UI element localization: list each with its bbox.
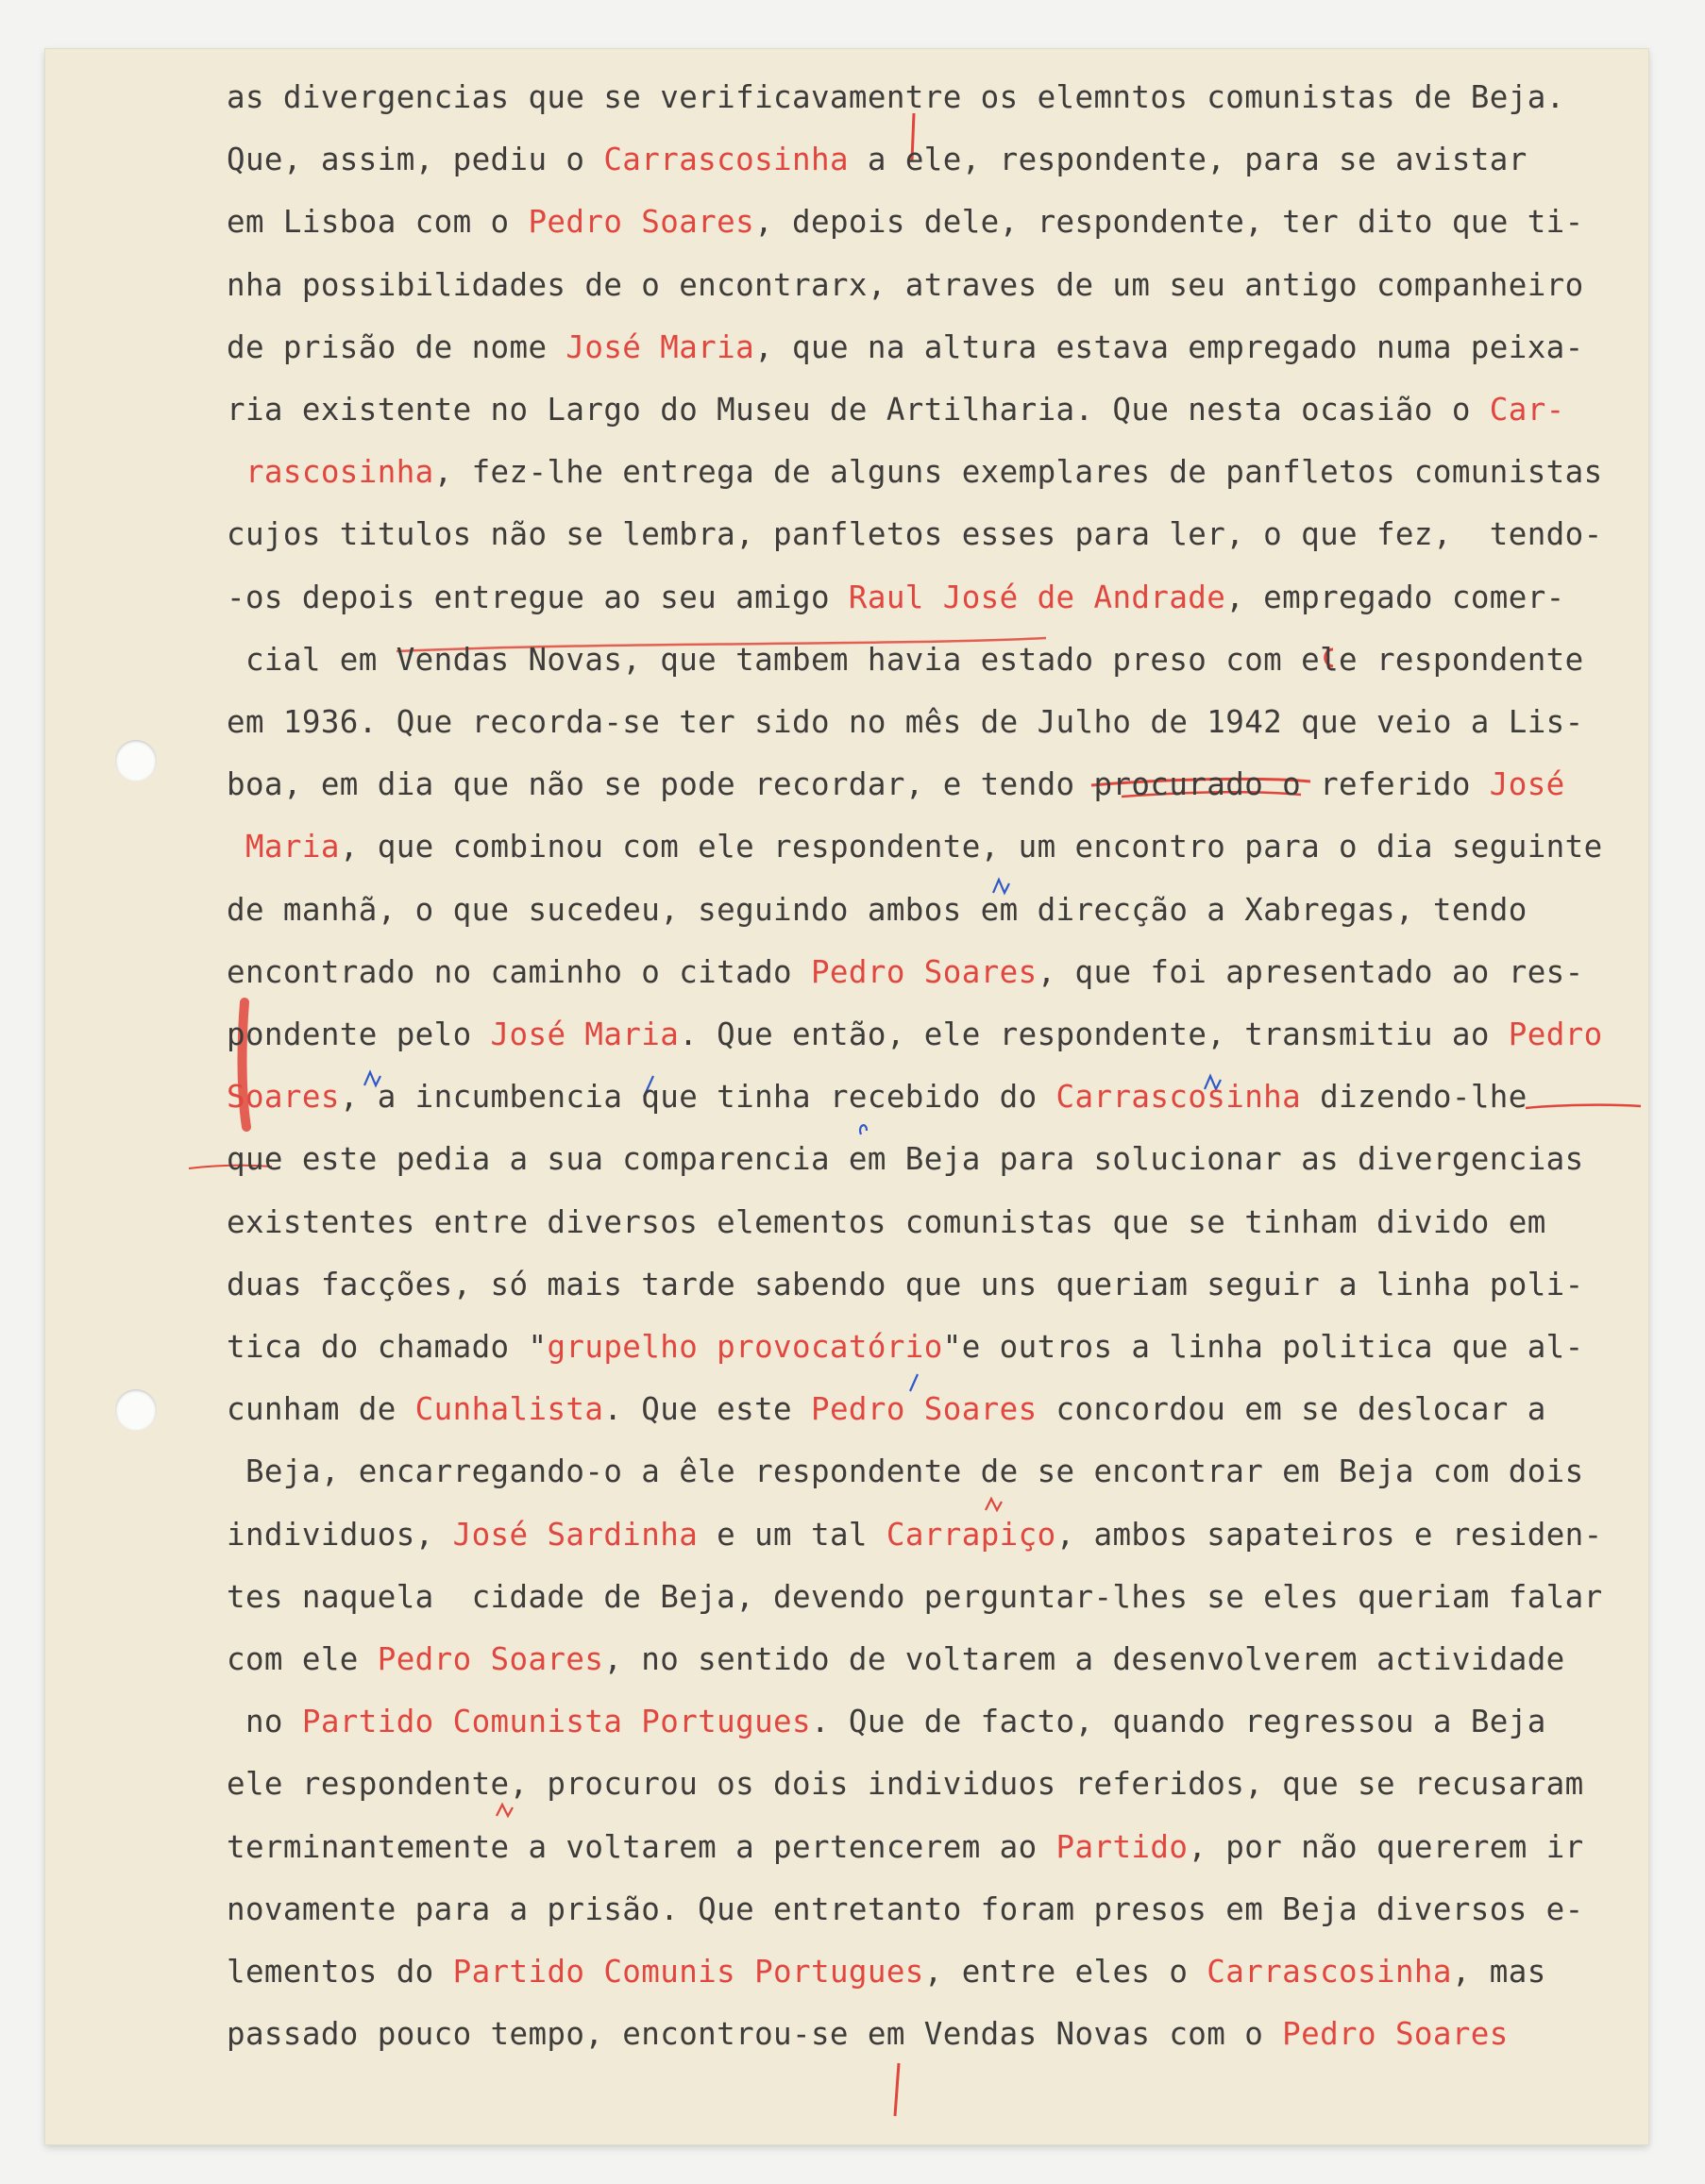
highlighted-name: Pedro Soares [810, 953, 1038, 990]
text-run: , no sentido de voltarem a desenvolverem actividade [603, 1641, 1565, 1677]
text-run: passado pouco tempo, encontrou-se em Vendas Novas com o [227, 2016, 1283, 2053]
text-run: -os depois entregue ao seu amigo [227, 579, 849, 615]
text-run: nha possibilidades de o encontrarx, atraves de um seu antigo companheiro [227, 266, 1584, 303]
underline-pedro [1526, 1105, 1641, 1108]
red-correction-2 [497, 1805, 513, 1816]
text-run: , entre eles o [923, 1954, 1207, 1990]
text-run: com ele [227, 1641, 378, 1677]
text-run: concordou em se deslocar a [1037, 1391, 1546, 1428]
text-run: , mas [1451, 1954, 1546, 1990]
text-run: de prisão de nome [227, 328, 566, 365]
blue-correction-5 [910, 1374, 918, 1391]
highlighted-name: Carrascosinha [603, 142, 849, 178]
text-run: Beja, encarregando-o a êle respondente de se encontrar em Beja com dois [227, 1453, 1584, 1490]
text-run: ele respondente, procurou os dois individuos referidos, que se recusaram [227, 1766, 1584, 1803]
text-line [227, 829, 1603, 865]
text-run: cunham de [227, 1391, 415, 1428]
highlighted-name: José [1489, 766, 1565, 803]
text-line [227, 454, 1603, 490]
highlighted-name: Partido Comunista Portugues [301, 1704, 811, 1740]
highlighted-name: Maria [245, 829, 340, 865]
text-line [227, 267, 1584, 303]
highlighted-name: rascosinha [245, 454, 434, 491]
text-run: a ele, respondente, para se avistar [848, 142, 1528, 178]
text-run: , depois dele, respondente, ter dito que ti- [754, 204, 1584, 241]
text-line [227, 1954, 1546, 1990]
text-line [227, 704, 1584, 740]
text-line [227, 1329, 1584, 1365]
text-line [227, 329, 1584, 365]
highlighted-name: Carrascosinha [1055, 1079, 1302, 1116]
text-run: encontrado no caminho o citado [227, 953, 811, 990]
text-run: , ambos sapateiros e residen- [1055, 1516, 1603, 1553]
text-line [227, 642, 1584, 678]
highlighted-name: grupelho provocatório [547, 1329, 943, 1365]
text-run: , que na altura estava empregado numa peixa- [754, 328, 1584, 365]
text-run: pondente pelo [227, 1016, 491, 1052]
text-line [227, 204, 1584, 240]
text-line [227, 954, 1584, 990]
text-line [227, 1829, 1584, 1865]
highlighted-name: Pedro Soares [810, 1391, 1038, 1428]
text-run: e um tal [698, 1516, 886, 1553]
text-line [227, 79, 1565, 115]
text-line [227, 1579, 1603, 1615]
highlighted-name: Car- [1489, 392, 1565, 428]
text-line [227, 2016, 1509, 2052]
text-line [227, 1891, 1584, 1927]
text-run: . Que de facto, quando regressou a Beja [810, 1704, 1546, 1740]
text-run: individuos, [227, 1516, 453, 1553]
text-run: em 1936. Que recorda-se ter sido no mês de Julho de 1942 que veio a Lis- [227, 704, 1584, 740]
text-run: , que foi apresentado ao res- [1037, 953, 1584, 990]
highlighted-name: Pedro Soares [377, 1641, 604, 1677]
text-line [227, 766, 1565, 802]
highlighted-name: Partido Comunis Portugues [452, 1954, 924, 1990]
text-run: lementos do [227, 1954, 453, 1990]
text-line [227, 1453, 1584, 1489]
text-run: de manhã, o que sucedeu, seguindo ambos em direcção a Xabregas, tendo [227, 891, 1528, 928]
text-line [227, 1016, 1603, 1052]
text-line [227, 1204, 1546, 1240]
text-run: "e outros a linha politica que al- [942, 1329, 1584, 1365]
text-run: que este pedia a sua comparencia em Beja para solucionar as divergencias [227, 1141, 1584, 1178]
highlighted-name: José Maria [490, 1016, 680, 1052]
highlighted-name: Partido [1055, 1828, 1189, 1865]
text-run: as divergencias que se verificavamentre os elemntos comunistas de Beja. [227, 79, 1565, 115]
text-run: boa, em dia que não se pode recordar, e tendo procurado o referido [227, 766, 1490, 803]
text-run: ria existente no Largo do Museu de Artilharia. Que nesta ocasião o [227, 392, 1490, 428]
text-run [227, 829, 245, 865]
highlighted-name: Pedro Soares [528, 204, 755, 241]
text-line [227, 516, 1603, 552]
text-line [227, 1079, 1528, 1115]
text-run: , que combinou com ele respondente, um encontro para o dia seguinte [339, 829, 1603, 865]
highlighted-name: Raul José de Andrade [848, 579, 1226, 615]
text-run [227, 454, 245, 490]
text-line [227, 142, 1528, 177]
text-line [227, 892, 1528, 928]
text-run: , empregado comer- [1225, 579, 1565, 615]
highlighted-name: Soares [227, 1079, 340, 1116]
text-run: . Que então, ele respondente, transmitiu ao [679, 1016, 1509, 1052]
text-line [227, 1704, 1546, 1739]
punch-hole-top [115, 740, 157, 781]
text-line [227, 580, 1565, 615]
highlighted-name: José Maria [566, 328, 755, 365]
text-line [227, 1267, 1584, 1302]
text-line [227, 392, 1565, 428]
bottom-tick-mark [895, 2063, 899, 2116]
highlighted-name: Carrapiço [886, 1516, 1056, 1553]
highlighted-name: Pedro Soares [1282, 2016, 1509, 2053]
punch-hole-bottom [115, 1389, 157, 1431]
text-run: , a incumbencia que tinha recebido do [339, 1079, 1056, 1116]
text-run: , por não quererem ir [1188, 1828, 1584, 1865]
text-line [227, 1517, 1603, 1553]
red-correction-1 [986, 1499, 1002, 1510]
text-run: tica do chamado " [227, 1329, 548, 1365]
text-line [227, 1641, 1565, 1677]
text-run: terminantemente a voltarem a pertencerem ao [227, 1828, 1056, 1865]
highlighted-name: Cunhalista [414, 1391, 604, 1428]
text-run: cujos titulos não se lembra, panfletos esses para ler, o que fez, tendo- [227, 516, 1603, 553]
text-run: novamente para a prisão. Que entretanto foram presos em Beja diversos e- [227, 1890, 1584, 1927]
text-run: , fez-lhe entrega de alguns exemplares de panfletos comunistas [433, 454, 1603, 491]
text-run: em Lisboa com o [227, 204, 529, 241]
text-run: existentes entre diversos elementos comunistas que se tinham divido em [227, 1203, 1546, 1240]
text-line [227, 1391, 1546, 1427]
text-run: dizendo-lhe [1301, 1079, 1528, 1116]
text-run: cial em Vendas Novas, que tambem havia estado preso com ele respondente [227, 641, 1584, 678]
text-line [227, 1141, 1584, 1177]
text-run: duas facções, só mais tarde sabendo que uns queriam seguir a linha poli- [227, 1266, 1584, 1302]
highlighted-name: Pedro [1508, 1016, 1603, 1052]
blue-correction-6 [860, 1125, 867, 1134]
highlighted-name: José Sardinha [452, 1516, 699, 1553]
text-run: tes naquela cidade de Beja, devendo perguntar-lhes se eles queriam falar [227, 1578, 1603, 1615]
highlighted-name: Carrascosinha [1207, 1954, 1452, 1990]
text-run: Que, assim, pediu o [227, 142, 604, 178]
text-run: . Que este [603, 1391, 811, 1428]
text-run: no [227, 1704, 302, 1740]
text-line [227, 1766, 1584, 1802]
